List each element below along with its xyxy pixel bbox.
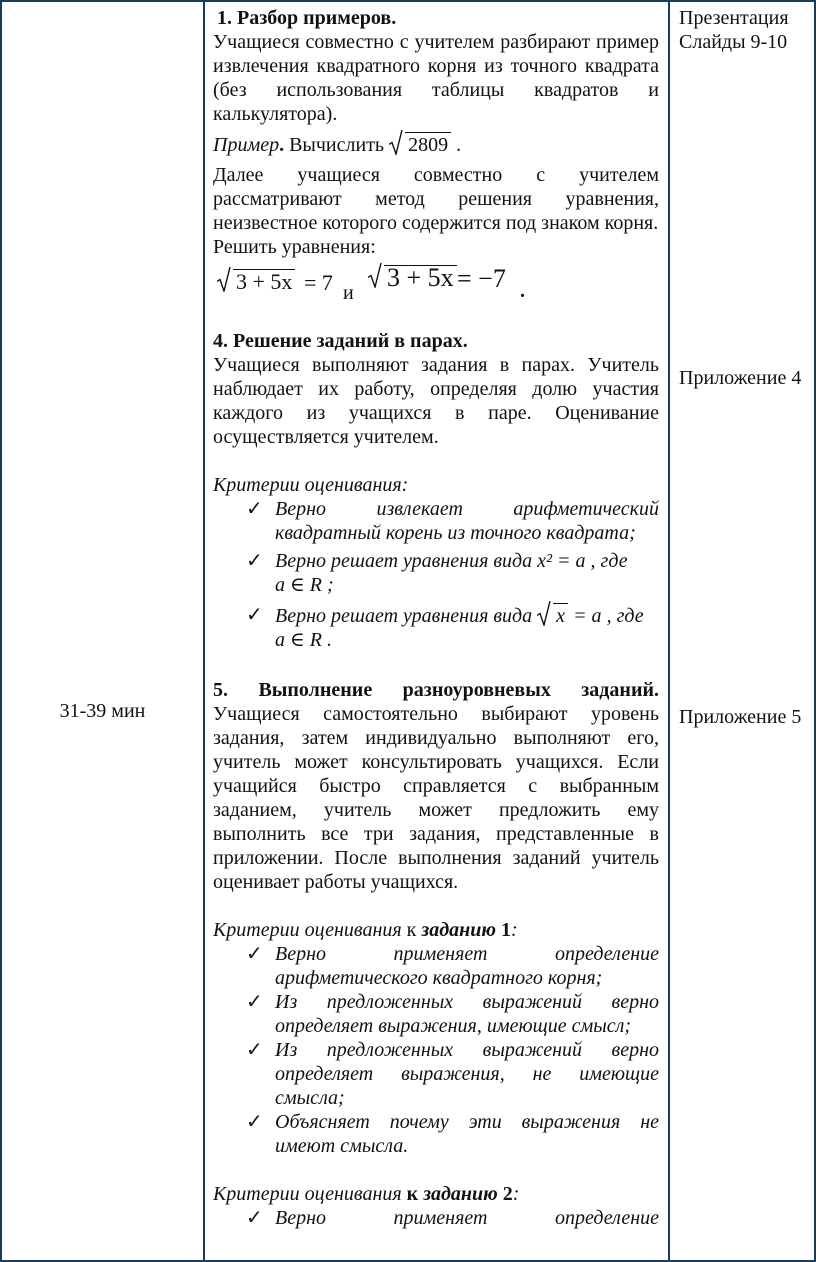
resource-appendix-5: Приложение 5	[679, 706, 802, 728]
criteria-item: ✓ Из предложенных выражений верно определяет выражения, не имеющие смысла;	[246, 1039, 659, 1109]
check-icon: ✓	[246, 1039, 263, 1061]
criteria-item: ✓ Объясняет почему эти выражения не имеют смысла.	[246, 1111, 659, 1157]
criteria-item: ✓ Верно извлекает арифметический квадратный корень из точного квадрата;	[246, 498, 659, 544]
check-icon: ✓	[246, 550, 263, 572]
section1-heading: 1. Разбор примеров.	[217, 7, 397, 29]
sqrt-x: x	[537, 603, 568, 628]
equation-1-rhs: = 7	[304, 270, 333, 295]
lesson-content	[213, 6, 659, 1230]
criteria-item: ✓ Верно решает уравнения вида x² = a , где a ∈ R ;	[246, 550, 628, 596]
equation-2-sqrt: 3 + 5x	[368, 265, 457, 290]
time-cell: 31-39 мин	[59, 700, 146, 722]
resource-line-2: Слайды 9-10	[679, 31, 788, 53]
table-border-left	[0, 0, 2, 1262]
equation-and: и	[343, 282, 354, 304]
equation-2-rhs: = −7	[457, 264, 506, 293]
section1-paragraph: Учащиеся совместно с учителем разбирают пример извлечения квадратного корня из точного квадрата (без использования таблицы квадратов и калькулятора).	[213, 31, 659, 125]
check-icon: ✓	[246, 991, 263, 1013]
resource-line-1: Презентация	[679, 7, 789, 29]
section1-example: Пример. Вычислить 2809 .	[213, 132, 659, 157]
equation-1-sqrt: 3 + 5x	[217, 269, 295, 294]
criteria-item: ✓ Верно решает уравнения вида x = a , где a ∈ R .	[213, 603, 659, 652]
criteria-item: ✓ Верно применяет определение арифметического квадратного корня;	[246, 943, 659, 989]
table-border-top	[0, 0, 816, 2]
section5-criteria-2-title: Критерии оценивания к заданию 2:	[213, 1183, 520, 1205]
equation-end: .	[520, 280, 525, 302]
table-divider-2	[668, 0, 670, 1262]
sqrt-2809: 2809	[389, 132, 451, 157]
section5-criteria-1-title: Критерии оценивания к заданию 1:	[213, 919, 518, 941]
section1-task: Решить уравнения:	[213, 236, 376, 258]
table-divider-1	[203, 0, 205, 1262]
radical-icon	[537, 601, 551, 626]
section5-paragraph: Учащиеся самостоятельно выбирают уровень задания, затем индивидуально выполняют его, учитель может консультировать учащихся. Если учащийся быстро справляется с выбранным заданием, учитель может предложить ему выполнить все три задания, представленные в приложении. После выполнения заданий учитель оценивает работы учащихся.	[213, 703, 659, 893]
resource-appendix-4: Приложение 4	[679, 367, 802, 389]
section1-paragraph-2: Далее учащиеся совместно с учителем рассматривают метод решения уравнения, неизвестное которого содержится под знаком корня.	[213, 164, 659, 234]
radical-icon	[217, 267, 231, 292]
resource-presentation	[679, 6, 815, 54]
check-icon: ✓	[246, 1111, 263, 1133]
radical-icon	[389, 130, 403, 155]
section4-heading: 4. Решение заданий в парах.	[213, 330, 468, 352]
check-icon: ✓	[246, 498, 263, 520]
criteria-item: ✓ Из предложенных выражений верно определяет выражения, имеющие смысл;	[246, 991, 659, 1037]
check-icon: ✓	[246, 943, 263, 965]
criteria-item: ✓ Верно применяет определение	[246, 1207, 659, 1229]
check-icon: ✓	[246, 1207, 263, 1229]
equations-line	[213, 263, 659, 307]
section4-paragraph: Учащиеся выполняют задания в парах. Учитель наблюдает их работу, определяя долю участия каждого из учащихся в паре. Оценивание осуществляется учителем.	[213, 354, 659, 448]
radical-icon	[368, 263, 382, 288]
section4-criteria-title: Критерии оценивания:	[213, 474, 409, 496]
check-icon: ✓	[246, 604, 263, 626]
section5-heading: 5. Выполнение разноуровневых заданий.	[213, 679, 659, 701]
